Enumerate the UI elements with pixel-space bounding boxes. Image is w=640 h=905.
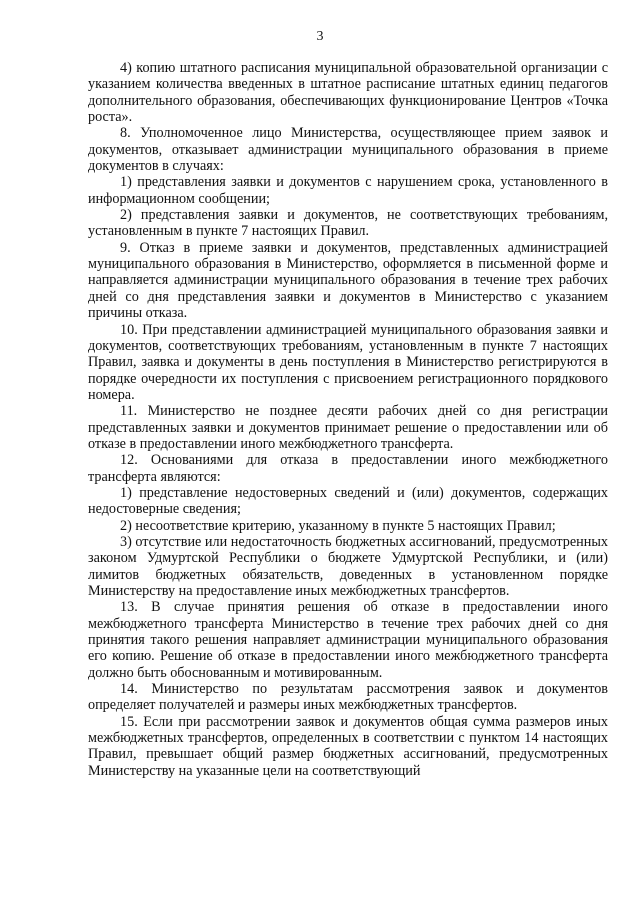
clause-11: 11. Министерство не позднее десяти рабочих дней со дня регистрации представленных заявки и документов принимает решение о предоставлении или об отказе в предоставлении иного межбюджетного трансферта. <box>88 403 608 452</box>
clause-12: 12. Основаниями для отказа в предоставлении иного межбюджетного трансферта являются: <box>88 452 608 485</box>
page-number: 3 <box>316 29 324 44</box>
clause-9: 9. Отказ в приеме заявки и документов, представленных администрацией муниципального образования в Министерство, оформляется в письменной форме и направляется администрации муниципального образования в течение трех рабочих дней со дня представления заявки и документов в Министерство с указанием причины отказа. <box>88 239 608 322</box>
document-body <box>88 60 608 779</box>
clause-12-item-2: 2) несоответствие критерию, указанному в пункте 5 настоящих Правил; <box>120 517 556 534</box>
clause-14: 14. Министерство по результатам рассмотрения заявок и документов определяет получателей и размеры иных межбюджетных трансфертов. <box>88 681 608 714</box>
clause-10: 10. При представлении администрацией муниципального образования заявки и документов, соответствующих требованиям, установленным в пункте 7 настоящих Правил, заявка и документы в день поступления в Министерство регистрируются в порядке очередности их поступления с присвоением регистрационного порядкового номера. <box>88 321 608 403</box>
clause-8-item-2: 2) представления заявки и документов, не соответствующих требованиям, установленным в пункте 7 настоящих Правил. <box>88 207 608 240</box>
list-item-4-staff-schedule: 4) копию штатного расписания муниципальной образовательной организации с указанием количества введенных в штатное расписание штатных единиц педагогов дополнительного образования, обеспечивающих функционирование Центров «Точка роста». <box>88 60 608 126</box>
clause-8-item-1: 1) представления заявки и документов с нарушением срока, установленного в информационном сообщении; <box>88 174 608 207</box>
clause-12-item-3: 3) отсутствие или недостаточность бюджетных ассигнований, предусмотренных законом Удмуртской Республики о бюджете Удмуртской Республики, и (или) лимитов бюджетных обязательств, доведенных в установленном порядке Министерству на предоставление иных межбюджетных трансфертов. <box>88 533 608 599</box>
clause-8: 8. Уполномоченное лицо Министерства, осуществляющее прием заявок и документов, отказывает администрации муниципального образования в приеме документов в случаях: <box>88 125 608 175</box>
clause-15: 15. Если при рассмотрении заявок и документов общая сумма размеров иных межбюджетных трансфертов, определенных в соответствии с пунктом 14 настоящих Правил, превышает общий размер бюджетных ассигнований, предусмотренных Министерству на указанные цели на соответствующий <box>88 713 608 779</box>
clause-12-item-1: 1) представление недостоверных сведений и (или) документов, содержащих недостоверные сведения; <box>88 484 608 518</box>
clause-13: 13. В случае принятия решения об отказе в предоставлении иного межбюджетного трансферта Министерство в течение трех рабочих дней со дня принятия такого решения направляет администрации муниципального образования его копию. Решение об отказе в предоставлении иного межбюджетного трансферта должно быть обоснованным и мотивированным. <box>88 599 608 681</box>
